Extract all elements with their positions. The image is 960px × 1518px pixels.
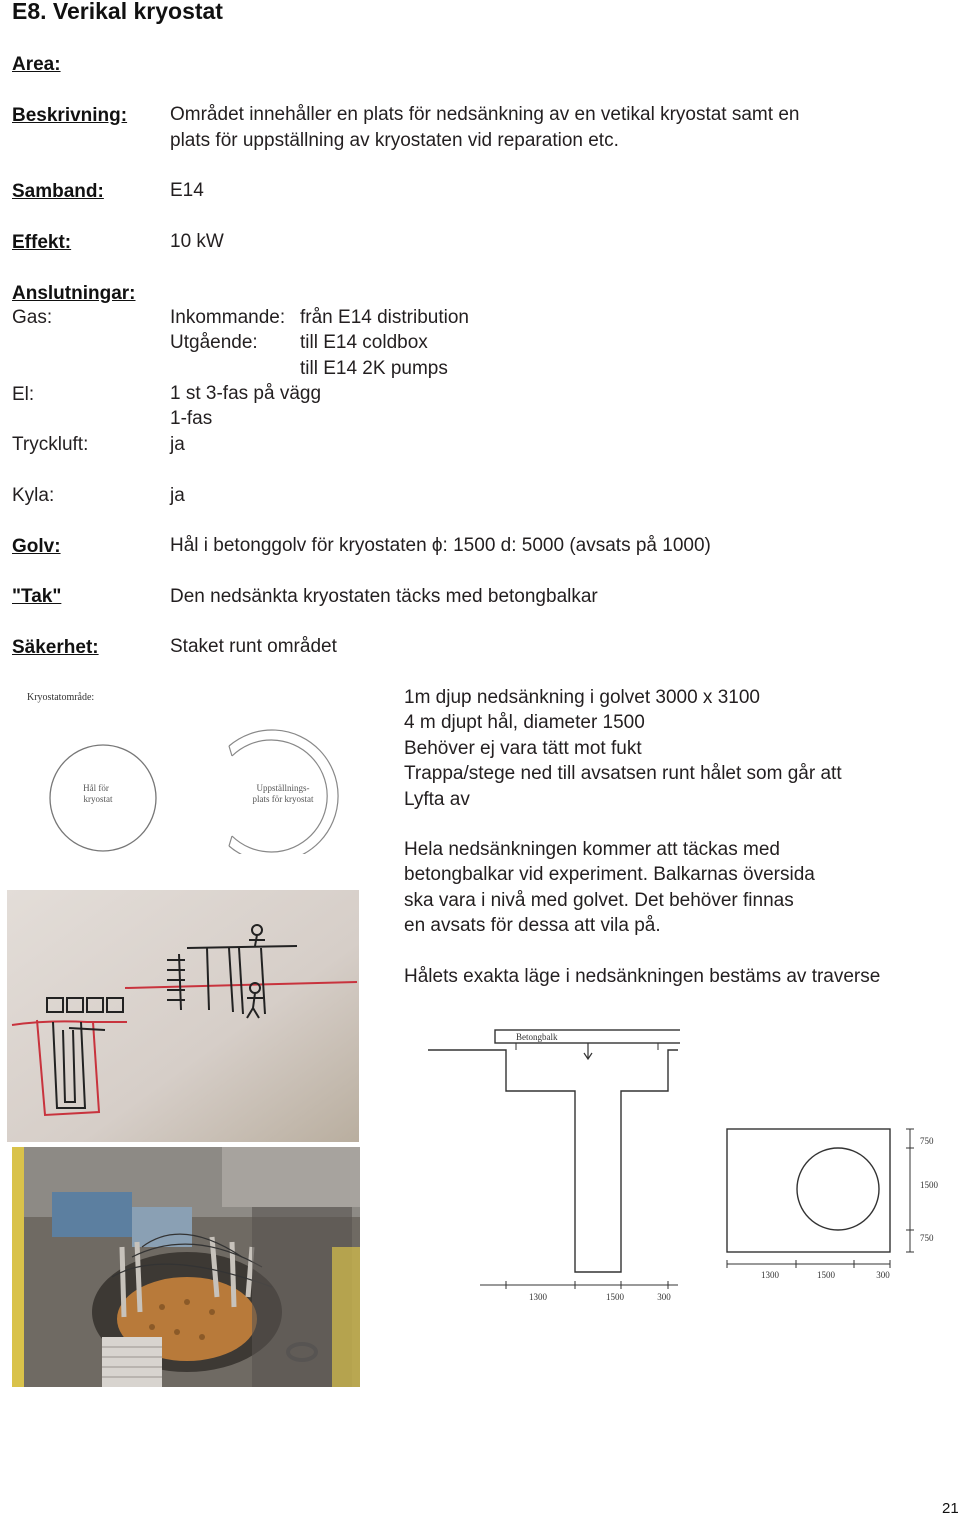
gas-in-value: från E14 distribution bbox=[300, 307, 469, 328]
stand-label-1: Uppställnings- bbox=[256, 783, 310, 793]
effekt-value: 10 kW bbox=[170, 231, 224, 252]
notes-block-2 bbox=[404, 837, 815, 939]
gas-in-label: Inkommande: bbox=[170, 307, 286, 328]
area-label: Area: bbox=[12, 54, 61, 75]
samband-value: E14 bbox=[170, 180, 204, 201]
gas-out-label: Utgående: bbox=[170, 332, 258, 353]
hole-label-1: Hål för bbox=[83, 783, 109, 793]
gas-out-value-2: till E14 2K pumps bbox=[300, 358, 448, 379]
gas-out-value-1: till E14 coldbox bbox=[300, 332, 428, 353]
stand-label-2: plats för kryostat bbox=[252, 794, 314, 804]
plan-right-2: 1500 bbox=[920, 1180, 938, 1190]
page-number: 21 bbox=[942, 1500, 959, 1517]
plan-drawing bbox=[724, 1124, 950, 1284]
section-dim-2: 1500 bbox=[606, 1292, 624, 1302]
note-line: en avsats för dessa att vila på. bbox=[404, 915, 661, 937]
notes-block-1 bbox=[404, 685, 842, 812]
el-value-2: 1-fas bbox=[170, 408, 213, 429]
hole-label-2: kryostat bbox=[83, 794, 113, 804]
note-line: 4 m djupt hål, diameter 1500 bbox=[404, 712, 645, 734]
note-line: Hålets exakta läge i nedsänkningen bestäms av traverse bbox=[404, 966, 881, 987]
tryckluft-value: ja bbox=[170, 434, 185, 455]
tak-label: "Tak" bbox=[12, 586, 62, 607]
plan-bottom-2: 1500 bbox=[817, 1270, 835, 1280]
note-line: Lyfta av bbox=[404, 788, 470, 810]
section-outline bbox=[428, 1050, 678, 1272]
tryckluft-label: Tryckluft: bbox=[12, 434, 89, 455]
beskrivning-line-1: Området innehåller en plats för nedsänkning av en vetikal kryostat samt en bbox=[170, 104, 800, 125]
sakerhet-value: Staket runt området bbox=[170, 636, 337, 657]
golv-label: Golv: bbox=[12, 536, 61, 557]
beam-label: Betongbalk bbox=[516, 1032, 558, 1042]
note-line: 1m djup nedsänkning i golvet 3000 x 3100 bbox=[404, 687, 760, 708]
notes-block-3 bbox=[404, 964, 920, 989]
beskrivning-line-2: plats för uppställning av kryostaten vid reparation etc. bbox=[170, 130, 619, 151]
samband-label: Samband: bbox=[12, 181, 104, 202]
kyla-label: Kyla: bbox=[12, 485, 55, 506]
sketch-photo bbox=[7, 890, 359, 1142]
plan-hole-circle bbox=[797, 1148, 879, 1230]
beskrivning-label: Beskrivning: bbox=[12, 105, 128, 126]
plan-bottom-1: 1300 bbox=[761, 1270, 779, 1280]
gas-label: Gas: bbox=[12, 307, 53, 328]
section-dim-3: 300 bbox=[657, 1292, 671, 1302]
note-line: Trappa/stege ned till avsatsen runt hålet som går att bbox=[404, 763, 842, 785]
page-title: E8. Verikal kryostat bbox=[12, 0, 223, 24]
effekt-label: Effekt: bbox=[12, 232, 72, 253]
anslutningar-label: Anslutningar: bbox=[12, 283, 136, 304]
plan-right-1: 750 bbox=[920, 1136, 934, 1146]
lab-photo bbox=[12, 1147, 360, 1387]
section-dim-1: 1300 bbox=[529, 1292, 547, 1302]
note-line: ska vara i nivå med golvet. Det behöver finnas bbox=[404, 889, 794, 911]
plan-rect bbox=[727, 1129, 890, 1252]
sakerhet-label: Säkerhet: bbox=[12, 637, 99, 658]
tak-value: Den nedsänkta kryostaten täcks med betongbalkar bbox=[170, 586, 598, 607]
kyla-value: ja bbox=[170, 485, 185, 506]
note-line: Hela nedsänkningen kommer att täckas med bbox=[404, 839, 780, 860]
note-line: betongbalkar vid experiment. Balkarnas översida bbox=[404, 864, 815, 886]
plan-right-3: 750 bbox=[920, 1233, 934, 1243]
note-line: Behöver ej vara tätt mot fukt bbox=[404, 737, 642, 759]
area-diagram bbox=[10, 684, 380, 854]
section-drawing bbox=[420, 1024, 680, 1314]
golv-value: Hål i betonggolv för kryostaten ϕ: 1500 d: 5000 (avsats på 1000) bbox=[170, 535, 711, 556]
el-value-1: 1 st 3-fas på vägg bbox=[170, 383, 322, 404]
el-label: El: bbox=[12, 384, 35, 405]
plan-bottom-3: 300 bbox=[876, 1270, 890, 1280]
area-diagram-title: Kryostatområde: bbox=[27, 692, 95, 703]
